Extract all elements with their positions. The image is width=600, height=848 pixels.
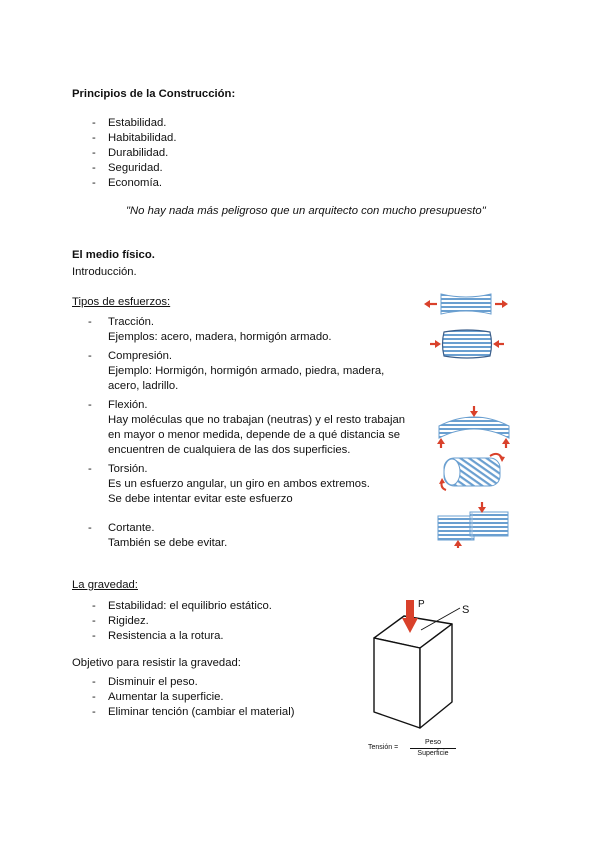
principles-list — [72, 116, 176, 191]
block-diagram — [364, 596, 474, 732]
list-item: - Seguridad. — [72, 161, 176, 176]
esfuerzos-title: Tipos de esfuerzos: — [72, 296, 171, 308]
list-item: - Disminuir el peso. — [72, 675, 294, 690]
list-item: - Eliminar tención (cambiar el material) — [72, 705, 294, 720]
list-item: - Resistencia a la rotura. — [72, 629, 272, 644]
list-item: - Estabilidad: el equilibrio estático. — [72, 599, 272, 614]
label-p: P — [418, 599, 425, 610]
torsion-figure — [436, 452, 506, 494]
list-item: - Habitabilidad. — [72, 131, 176, 146]
list-item: - Estabilidad. — [72, 116, 176, 131]
gravedad-list — [72, 599, 272, 644]
list-item: - Economía. — [72, 176, 176, 191]
flexion-figure — [433, 404, 515, 450]
quote: "No hay nada más peligroso que un arquitecto con mucho presupuesto" — [126, 205, 486, 217]
compresion-figure — [427, 326, 507, 362]
formula-divider — [410, 748, 456, 749]
label-s: S — [462, 604, 470, 616]
objetivo-list — [72, 675, 294, 720]
formula-label: Tensión = — [368, 744, 399, 751]
list-item: - Rigidez. — [72, 614, 272, 629]
gravedad-title: La gravedad: — [72, 579, 138, 591]
formula-denominator: Superficie — [417, 750, 449, 757]
cortante-figure — [436, 502, 512, 548]
intro-text: Introducción. — [72, 266, 137, 278]
list-item: - Durabilidad. — [72, 146, 176, 161]
objetivo-title: Objetivo para resistir la gravedad: — [72, 657, 241, 669]
list-item: - Aumentar la superficie. — [72, 690, 294, 705]
formula-numerator: Peso — [425, 739, 441, 746]
traccion-figure — [423, 286, 509, 322]
section-heading-medio: El medio físico. — [72, 249, 155, 261]
section-heading-principios: Principios de la Construcción: — [72, 88, 236, 100]
